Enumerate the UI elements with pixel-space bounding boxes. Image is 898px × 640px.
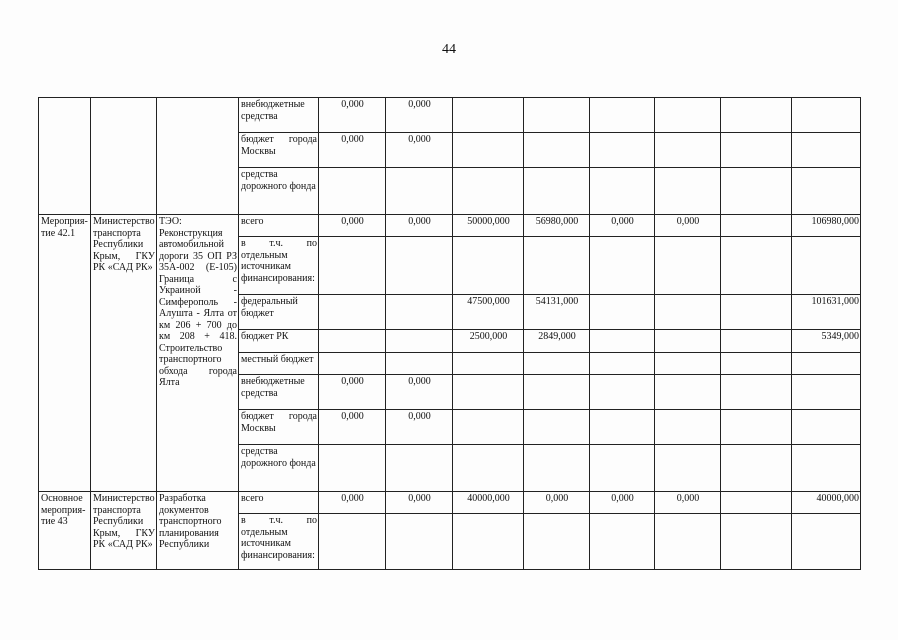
source-label: местный бюджет bbox=[239, 353, 319, 375]
measure-description: ТЭО: Реконструкция автомобильной дороги 35 ОП РЗ 35А-002 (Е-105) Граница с Украиной - Симферополь - Алушта - Ялта от км 206 + 700 до км 208 + 418. Строительство транспортного обхода города Ялта bbox=[157, 215, 239, 492]
value-cell: 0,000 bbox=[319, 492, 386, 514]
table-row bbox=[39, 98, 861, 133]
description-cell bbox=[157, 98, 239, 215]
value-cell bbox=[721, 215, 792, 237]
measure-name-cell bbox=[39, 98, 91, 215]
source-label: в т.ч. по отдельным источникам финансирования: bbox=[239, 514, 319, 570]
value-cell: 5349,000 bbox=[792, 330, 861, 353]
value-cell: 0,000 bbox=[319, 410, 386, 445]
source-label: федеральный бюджет bbox=[239, 295, 319, 330]
value-cell: 0,000 bbox=[386, 215, 453, 237]
source-label: бюджет города Москвы bbox=[239, 410, 319, 445]
source-label: всего bbox=[239, 215, 319, 237]
value-cell: 0,000 bbox=[524, 492, 590, 514]
value-cell bbox=[721, 492, 792, 514]
value-cell: 0,000 bbox=[319, 133, 386, 168]
value-cell: 0,000 bbox=[655, 215, 721, 237]
value-cell: 2500,000 bbox=[453, 330, 524, 353]
source-label: в т.ч. по отдельным источникам финансирования: bbox=[239, 237, 319, 295]
source-label: внебюджетные средства bbox=[239, 98, 319, 133]
source-label: средства дорожного фонда bbox=[239, 168, 319, 215]
measure-executor: Министерство транспорта Республики Крым, ГКУ РК «САД РК» bbox=[91, 215, 157, 492]
source-label: бюджет РК bbox=[239, 330, 319, 353]
value-cell: 0,000 bbox=[386, 492, 453, 514]
value-cell: 0,000 bbox=[319, 98, 386, 133]
value-cell: 101631,000 bbox=[792, 295, 861, 330]
source-label: внебюджетные средства bbox=[239, 375, 319, 410]
value-cell: 0,000 bbox=[386, 98, 453, 133]
financing-table bbox=[38, 97, 861, 570]
value-cell: 0,000 bbox=[655, 492, 721, 514]
measure-name: Мероприя-тие 42.1 bbox=[39, 215, 91, 492]
source-label: бюджет города Москвы bbox=[239, 133, 319, 168]
value-cell: 0,000 bbox=[386, 133, 453, 168]
measure-description: Разработка документов транспортного планирования Республики bbox=[157, 492, 239, 570]
value-cell: 0,000 bbox=[590, 492, 655, 514]
source-label: всего bbox=[239, 492, 319, 514]
table-row bbox=[39, 215, 861, 237]
value-cell: 0,000 bbox=[590, 215, 655, 237]
measure-executor: Министерство транспорта Республики Крым, ГКУ РК «САД РК» bbox=[91, 492, 157, 570]
value-cell: 0,000 bbox=[319, 375, 386, 410]
value-cell: 40000,000 bbox=[792, 492, 861, 514]
value-cell: 50000,000 bbox=[453, 215, 524, 237]
table-row bbox=[39, 492, 861, 514]
source-label: средства дорожного фонда bbox=[239, 445, 319, 492]
value-cell: 2849,000 bbox=[524, 330, 590, 353]
page-number: 44 bbox=[442, 42, 456, 57]
value-cell: 0,000 bbox=[386, 375, 453, 410]
value-cell: 56980,000 bbox=[524, 215, 590, 237]
value-cell: 0,000 bbox=[319, 215, 386, 237]
value-cell: 47500,000 bbox=[453, 295, 524, 330]
value-cell: 106980,000 bbox=[792, 215, 861, 237]
executor-cell bbox=[91, 98, 157, 215]
value-cell: 0,000 bbox=[386, 410, 453, 445]
value-cell: 54131,000 bbox=[524, 295, 590, 330]
measure-name: Основное мероприя-тие 43 bbox=[39, 492, 91, 570]
value-cell: 40000,000 bbox=[453, 492, 524, 514]
